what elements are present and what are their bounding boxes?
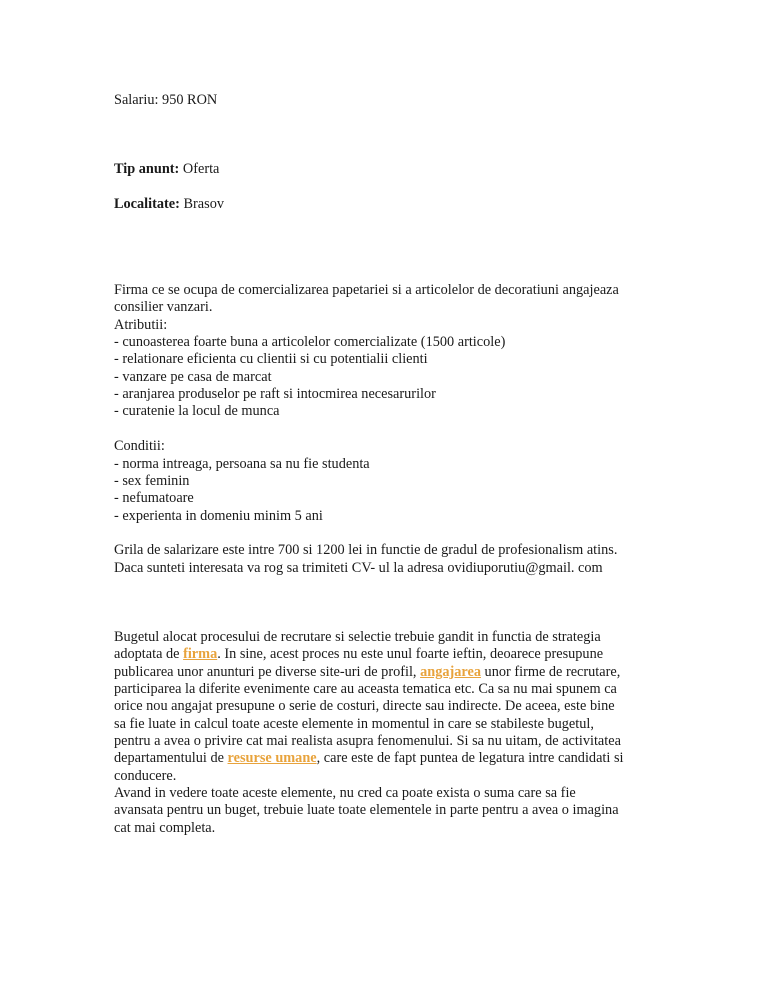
condition-item: - nefumatoare xyxy=(114,490,194,506)
link-resurse-umane[interactable]: resurse umane xyxy=(227,750,317,766)
salary-grid-line: Grila de salarizare este intre 700 si 1200 lei in functie de gradul de profesionalism atins. xyxy=(114,542,618,558)
salary-text: Salariu: 950 RON xyxy=(114,92,218,108)
article-line: Avand in vedere toate aceste elemente, nu cred ca poate exista o suma care sa fie xyxy=(114,785,576,801)
ad-type-value: Oferta xyxy=(182,161,220,177)
article-text: unor firme de recrutare, xyxy=(480,664,621,680)
article-text: , care este de fapt puntea de legatura intre candidati si xyxy=(316,750,624,766)
description-line: - aranjarea produselor pe raft si intocmirea necesarurilor xyxy=(114,386,436,402)
article-line xyxy=(114,750,623,767)
link-firma[interactable]: firma xyxy=(183,646,218,662)
description-line: - vanzare pe casa de marcat xyxy=(114,369,272,385)
ad-type-row xyxy=(114,161,219,178)
description-line: - curatenie la locul de munca xyxy=(114,403,280,419)
condition-item: - sex feminin xyxy=(114,473,190,489)
article-line xyxy=(114,646,603,663)
article-text: departamentului de xyxy=(114,750,228,766)
article-line: pentru a avea o privire cat mai realista asupra fenomenului. Si sa nu uitam, de activitatea xyxy=(114,733,621,749)
description-line: - relationare eficienta cu clientii si cu potentialii clienti xyxy=(114,351,428,367)
condition-item: - norma intreaga, persoana sa nu fie studenta xyxy=(114,456,370,472)
condition-item: - experienta in domeniu minim 5 ani xyxy=(114,508,323,524)
description-line: consilier vanzari. xyxy=(114,299,213,315)
location-label: Localitate: xyxy=(114,196,180,212)
article-line xyxy=(114,664,620,681)
article-line: Bugetul alocat procesului de recrutare si selectie trebuie gandit in functia de strategia xyxy=(114,629,601,645)
description-line: Firma ce se ocupa de comercializarea papetariei si a articolelor de decoratiuni angajeaza xyxy=(114,282,619,298)
description-line: - cunoasterea foarte buna a articolelor comercializate (1500 articole) xyxy=(114,334,506,350)
ad-type-label: Tip anunt: xyxy=(114,161,180,177)
article-text: publicarea unor anunturi pe diverse site-uri de profil, xyxy=(114,664,421,680)
location-row xyxy=(114,196,224,213)
article-line: cat mai completa. xyxy=(114,820,216,836)
salary-grid-line: Daca sunteti interesata va rog sa trimiteti CV- ul la adresa ovidiuporutiu@gmail. com xyxy=(114,560,603,576)
article-text: . In sine, acest proces nu este unul foarte ieftin, deoarece presupune xyxy=(217,646,604,662)
location-value: Brasov xyxy=(183,196,224,212)
link-angajarea[interactable]: angajarea xyxy=(420,664,481,680)
article-line: avansata pentru un buget, trebuie luate toate elementele in parte pentru a avea o imagina xyxy=(114,802,619,818)
article-text: adoptata de xyxy=(114,646,184,662)
article-line: orice nou angajat presupune o serie de costuri, directe sau indirecte. De aceea, este bine xyxy=(114,698,615,714)
article-line: participarea la diferite evenimente care au aceasta tematica etc. Ca sa nu mai spunem ca xyxy=(114,681,617,697)
article-line: sa fie luate in calcul toate aceste elemente in momentul in care se stabileste bugetul, xyxy=(114,716,594,732)
article-line: conducere. xyxy=(114,768,177,784)
description-line: Atributii: xyxy=(114,317,168,333)
conditions-title: Conditii: xyxy=(114,438,165,454)
